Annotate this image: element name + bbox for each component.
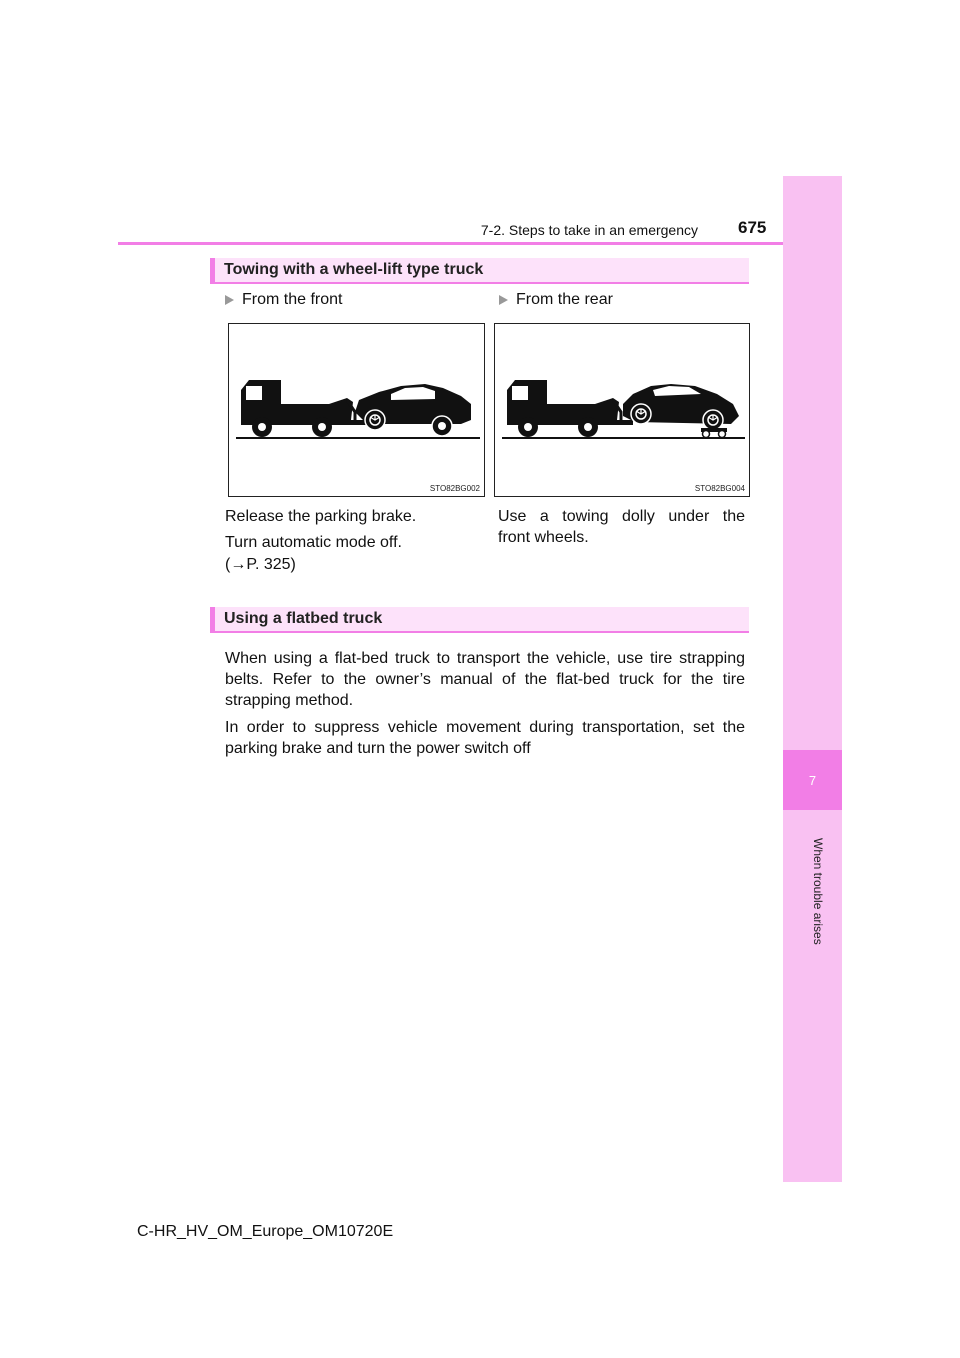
rear-text-dolly-line2: front wheels.: [498, 529, 589, 546]
from-rear-label: From the rear: [516, 291, 613, 308]
section-heading-flatbed: Using a flatbed truck: [210, 607, 749, 633]
front-text-automatic-mode: Turn automatic mode off.: [225, 534, 402, 551]
bullet-from-rear: [499, 291, 613, 309]
figure-tow-front: [228, 323, 485, 497]
front-text-release-brake: Release the parking brake.: [225, 508, 417, 525]
rear-text-dolly-line1: Use a towing dolly under the: [498, 508, 745, 525]
from-front-label: From the front: [242, 291, 343, 308]
document-id: C-HR_HV_OM_Europe_OM10720E: [137, 1223, 394, 1240]
figure-code-rear: STO82BG004: [694, 484, 745, 493]
bullet-from-front: [225, 291, 342, 309]
triangle-bullet-icon: [499, 295, 508, 305]
triangle-bullet-icon: [225, 295, 234, 305]
header-section-title: 7-2. Steps to take in an emergency: [480, 222, 698, 238]
front-text-page-ref: (→P. 325): [225, 556, 296, 573]
header-divider: [118, 242, 842, 245]
figure-tow-rear: [494, 323, 750, 497]
chapter-title: When trouble arises: [811, 837, 825, 945]
tow-truck-front-illustration: [229, 324, 484, 496]
chapter-side-tab: [783, 176, 842, 1182]
chapter-number: 7: [783, 750, 842, 810]
page-number: 675: [738, 218, 767, 237]
flatbed-paragraph-2: In order to suppress vehicle movement during transportation, set the parking brake and turn the power switch off: [225, 719, 745, 757]
flatbed-paragraph-1: When using a flat-bed truck to transport the vehicle, use tire strapping belts. Refer to the owner’s manual of the flat-bed truck for the tire strapping method.: [225, 650, 745, 709]
section-heading-wheel-lift: Towing with a wheel-lift type truck: [210, 258, 749, 284]
tow-truck-rear-illustration: [495, 324, 749, 496]
figure-code-front: STO82BG002: [429, 484, 480, 493]
